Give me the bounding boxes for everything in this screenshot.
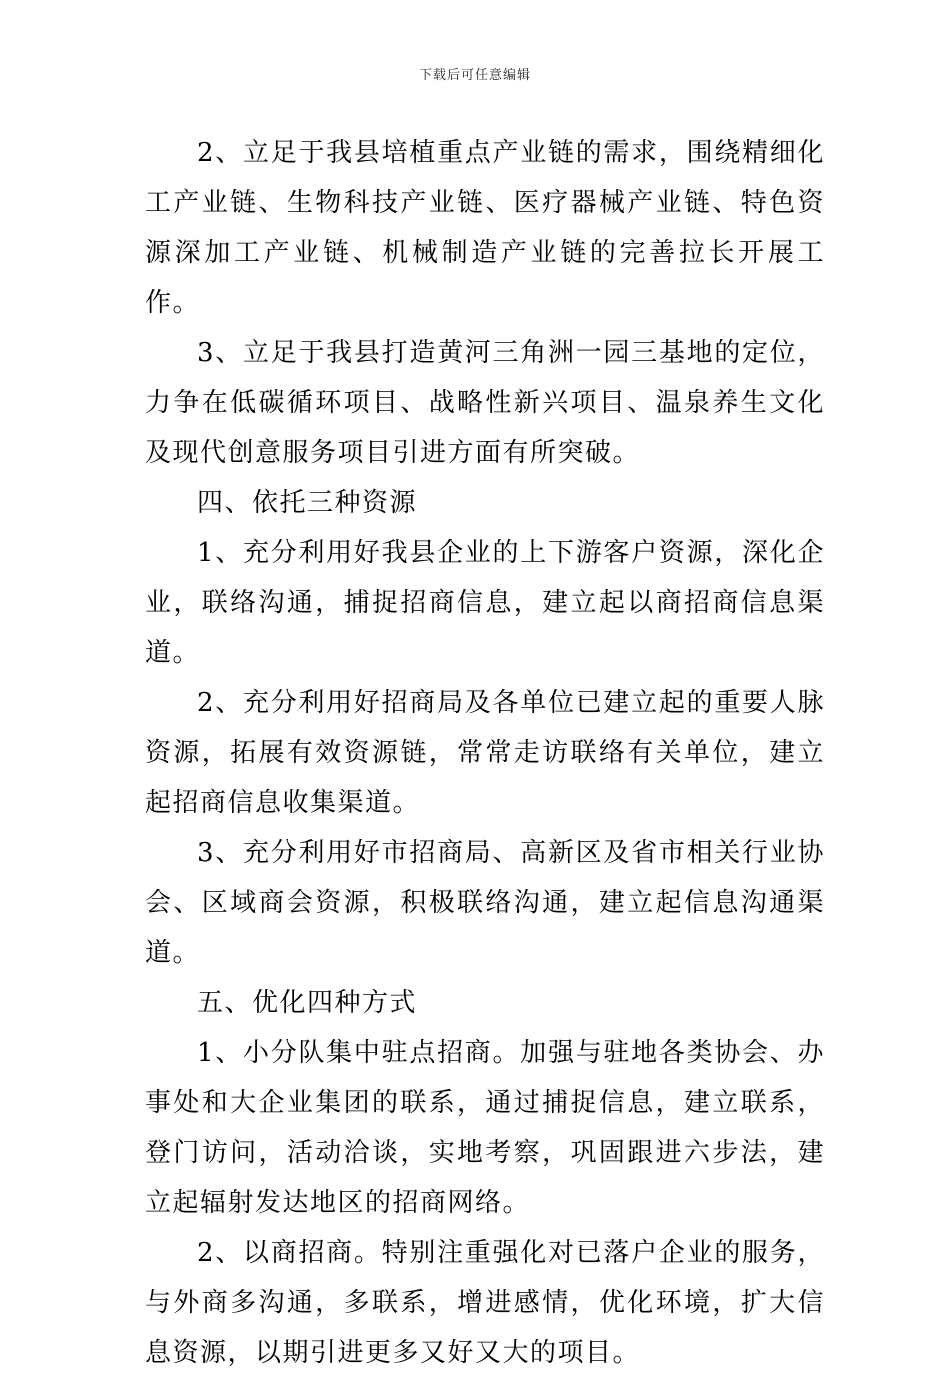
paragraph-resource-2: 2、充分利用好招商局及各单位已建立起的重要人脉资源，拓展有效资源链，常常走访联络有关单位，建立起招商信息收集渠道。 — [145, 688, 825, 818]
page-header: 下载后可任意编辑 — [418, 68, 531, 83]
paragraph-method-2: 2、以商招商。特别注重强化对已落户企业的服务，与外商多沟通，多联系，增进感情，优化环境，扩大信息资源，以期引进更多又好又大的项目。 — [145, 1238, 825, 1368]
document-body — [145, 128, 825, 1378]
section-heading-resources: 四、依托三种资源 — [197, 488, 418, 518]
paragraph-positioning: 3、立足于我县打造黄河三角洲一园三基地的定位，力争在低碳循环项目、战略性新兴项目、温泉养生文化及现代创意服务项目引进方面有所突破。 — [145, 338, 825, 468]
paragraph-industry-chain: 2、立足于我县培植重点产业链的需求，围绕精细化工产业链、生物科技产业链、医疗器械产业链、特色资源深加工产业链、机械制造产业链的完善拉长开展工作。 — [145, 138, 825, 318]
section-heading-methods: 五、优化四种方式 — [197, 988, 418, 1018]
paragraph-resource-3: 3、充分利用好市招商局、高新区及省市相关行业协会、区域商会资源，积极联络沟通，建立起信息沟通渠道。 — [145, 838, 825, 968]
paragraph-method-1: 1、小分队集中驻点招商。加强与驻地各类协会、办事处和大企业集团的联系，通过捕捉信息，建立联系，登门访问，活动洽谈，实地考察，巩固跟进六步法，建立起辐射发达地区的招商网络。 — [145, 1038, 825, 1218]
paragraph-resource-1: 1、充分利用好我县企业的上下游客户资源，深化企业，联络沟通，捕捉招商信息，建立起以商招商信息渠道。 — [145, 538, 825, 668]
